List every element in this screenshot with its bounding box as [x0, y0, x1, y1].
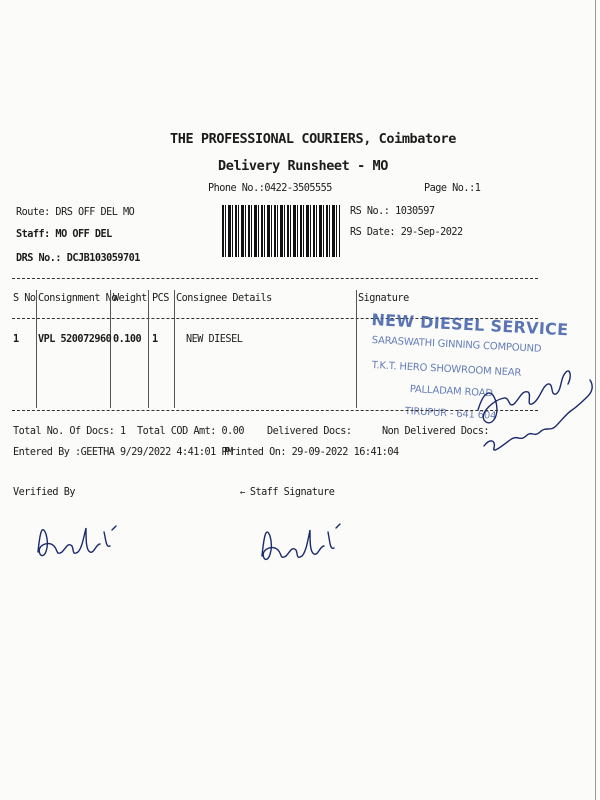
divider-bottom [12, 410, 538, 411]
col-header-pcs: PCS [152, 293, 169, 304]
stamp-name: NEW DIESEL SERVICE [371, 310, 569, 340]
phone-number: Phone No.:0422-3505555 [208, 183, 332, 194]
col-header-sno: S No [13, 293, 36, 304]
rs-date: RS Date: 29-Sep-2022 [350, 227, 463, 238]
barcode-image [222, 205, 340, 257]
row-consignee: NEW DIESEL [186, 334, 243, 345]
col-divider [110, 290, 111, 408]
staff-signature-label: ← Staff Signature [240, 487, 335, 498]
col-divider [356, 290, 357, 408]
col-divider [174, 290, 175, 408]
delivered-docs: Delivered Docs: [267, 426, 352, 437]
page-number: Page No.:1 [424, 183, 481, 194]
row-sno: 1 [13, 334, 19, 345]
stamp-address-line: PALLADAM ROAD [409, 384, 494, 400]
col-header-signature: Signature [358, 293, 409, 304]
total-docs: Total No. Of Docs: 1 [13, 426, 126, 437]
stamp-address-line: SARASWATHI GINNING COMPOUND [371, 335, 542, 355]
verified-by-label: Verified By [13, 487, 75, 498]
col-header-consignment: Consignment No [38, 293, 117, 304]
rs-number: RS No.: 1030597 [350, 206, 435, 217]
col-header-weight: Weight [113, 293, 147, 304]
printed-on: Printed On: 29-09-2022 16:41:04 [224, 447, 399, 458]
col-header-consignee: Consignee Details [176, 293, 272, 304]
stamp-address-line: TIRUPUR - 641 604 [404, 406, 497, 422]
receiver-signature [470, 350, 600, 460]
row-pcs: 1 [152, 334, 158, 345]
col-divider [36, 290, 37, 408]
staff-text: Staff: MO OFF DEL [16, 229, 112, 240]
total-cod: Total COD Amt: 0.00 [137, 426, 245, 437]
row-consignment: VPL 520072960 [38, 334, 112, 345]
stamp-address-line: T.K.T. HERO SHOWROOM NEAR [371, 360, 522, 379]
row-weight: 0.100 [113, 334, 142, 345]
runsheet-title: Delivery Runsheet - MO [218, 158, 389, 174]
entered-by: Entered By :GEETHA 9/29/2022 4:41:01 PM [13, 447, 233, 458]
route-text: Route: DRS OFF DEL MO [16, 207, 135, 218]
col-divider [148, 290, 149, 408]
staff-signature [256, 514, 346, 574]
divider-top [12, 278, 538, 279]
drs-number: DRS No.: DCJB103059701 [16, 253, 140, 264]
verified-by-signature [32, 512, 122, 572]
non-delivered-docs: Non Delivered Docs: [382, 426, 490, 437]
company-title: THE PROFESSIONAL COURIERS, Coimbatore [170, 131, 456, 147]
